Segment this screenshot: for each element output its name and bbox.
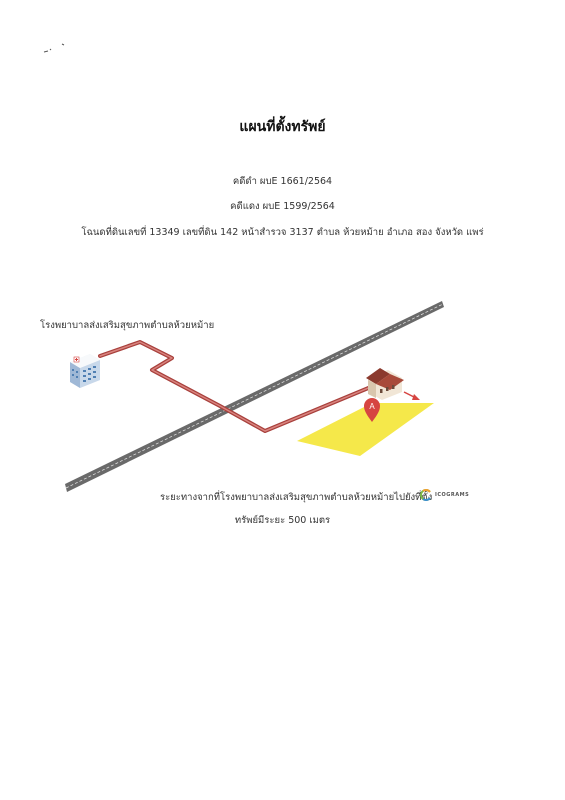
location-map	[60, 296, 450, 498]
marker-letter: A	[369, 402, 375, 411]
case-red-number: คดีแดง ผบE 1599/2564	[230, 201, 335, 212]
distance-caption-line2: ทรัพย์มีระยะ 500 เมตร	[234, 515, 331, 526]
case-black-number: คดีดำ ผบE 1661/2564	[232, 176, 333, 187]
arrow-icon	[404, 392, 420, 400]
logo-text: ICOGRAMS	[435, 492, 470, 498]
distance-caption-line1: ระยะทางจากที่โรงพยาบาลส่งเสริมสุขภาพตำบลห้วยหม้ายไปยังที่ตั้ง	[160, 492, 433, 503]
page-title: แผนที่ตั้งทรัพย์	[239, 119, 326, 135]
house-icon	[366, 368, 404, 400]
deed-info: โฉนดที่ดินเลขที่ 13349 เลขที่ดิน 142 หน้าสำรวจ 3137 ตำบล ห้วยหม้าย อำเภอ สอง จังหวัด แพร่	[81, 227, 484, 238]
scan-speck	[42, 42, 68, 56]
icograms-logo	[420, 489, 469, 501]
hospital-label: โรงพยาบาลส่งเสริมสุขภาพตำบลห้วยหม้าย	[40, 320, 215, 331]
icograms-logo-icon	[420, 489, 432, 501]
hospital-building-icon	[70, 354, 100, 388]
